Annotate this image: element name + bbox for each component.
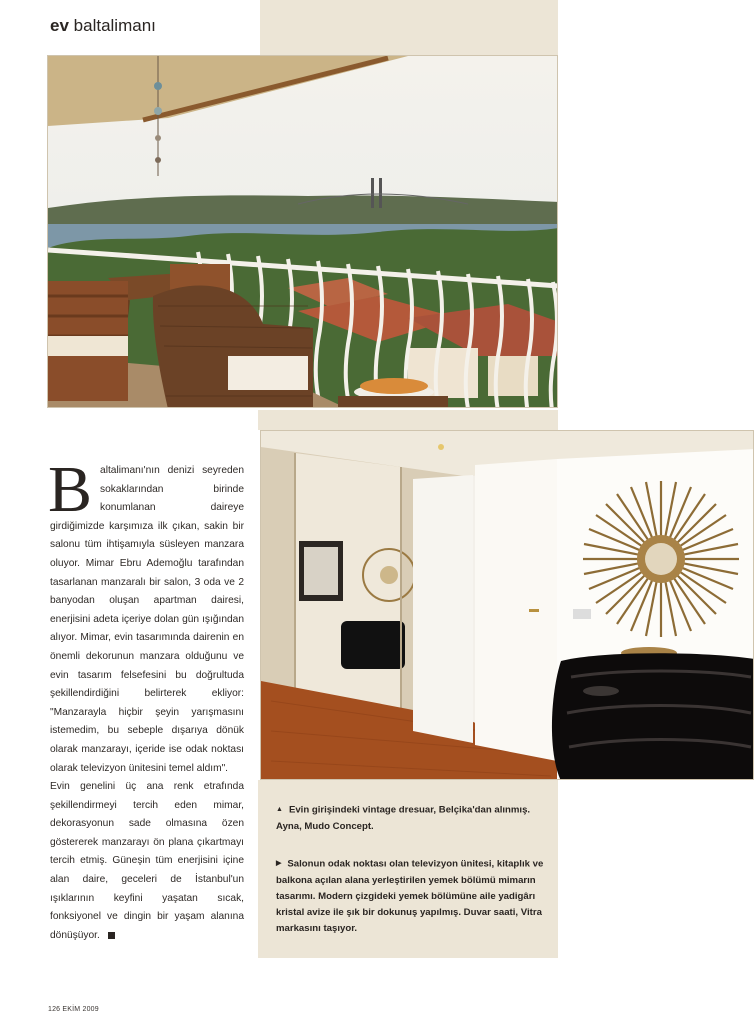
balcony-illustration — [48, 56, 558, 408]
article-body — [48, 453, 244, 945]
paragraph-2-text: Evin genelini üç ana renk etrafında şekillendirmeyi tercih eden mimar, dekorasyonun sade olmasına özen göstererek manzarayı ön plana çıkartmayı tercih etmiş. Güneşin tüm enerjisini içine alan daire, geceleri de İstanbul'un ışıklarının keyfini yaşatan sıcak, fonksiyonel ve dingin bir yaşam alanına dönüşüyor. — [50, 781, 244, 941]
triangle-right-icon: ▶ — [276, 860, 282, 867]
balcony-photo — [47, 55, 558, 408]
caption-2-text: Salonun odak noktası olan televizyon ünitesi, kitaplık ve balkona açılan alana yerleştirilen yemek bölümü mimarın tasarımı. Modern çizgideki yemek bölümüne aile yadigârı kristal avize ile şık bir dokunuş yapılmış. Duvar saati, Vitra markasını taşıyor. — [276, 858, 544, 934]
caption-1-text: Evin girişindeki vintage dresuar, Belçika'dan alınmış. Ayna, Mudo Concept. — [276, 804, 531, 832]
entrance-hall-illustration — [261, 431, 754, 780]
paragraph-1-text: altalimanı'nın denizi seyreden sokaklarından birinde konumlanan daireye girdiğimizde karşımıza ilk çıkan, sakin bir salonu tüm ihtişamıyla süsleyen manzara oluyor. Mimar Ebru Ademoğlu tarafından tasarlanan manzaralı bir salon, 3 oda ve 2 banyodan oluşan apartman dairesi, enerjisini adeta içeriye dolan gün ışığından alıyor. Mimar, evin tasarımında dairenin en önemli dekorunun manzara olduğunu ve evin tasarım felsefesini bu doğrultuda şekillendirdiğini belirterek ekliyor: "Manzarayla hiçbir şeyin yarışmasını istemedim, bu sebeple dışarıya dönük olarak manzarayı, içeride ise odak noktası olarak televizyon ünitesini temel aldım". — [50, 465, 244, 774]
drop-cap: B — [48, 453, 93, 526]
section-header — [50, 16, 156, 36]
caption-2 — [276, 856, 546, 937]
beige-panel-mid — [258, 410, 558, 430]
beige-panel-top — [260, 0, 558, 55]
caption-1 — [276, 802, 546, 835]
end-mark-icon — [108, 932, 115, 939]
page-folio: 126 EKİM 2009 — [48, 1006, 99, 1013]
triangle-up-icon: ▲ — [276, 806, 283, 813]
paragraph-1 — [48, 453, 244, 778]
entrance-hall-photo — [260, 430, 754, 780]
section-prefix: ev — [50, 16, 69, 35]
paragraph-2 — [50, 778, 244, 945]
section-place: baltalimanı — [73, 16, 156, 35]
